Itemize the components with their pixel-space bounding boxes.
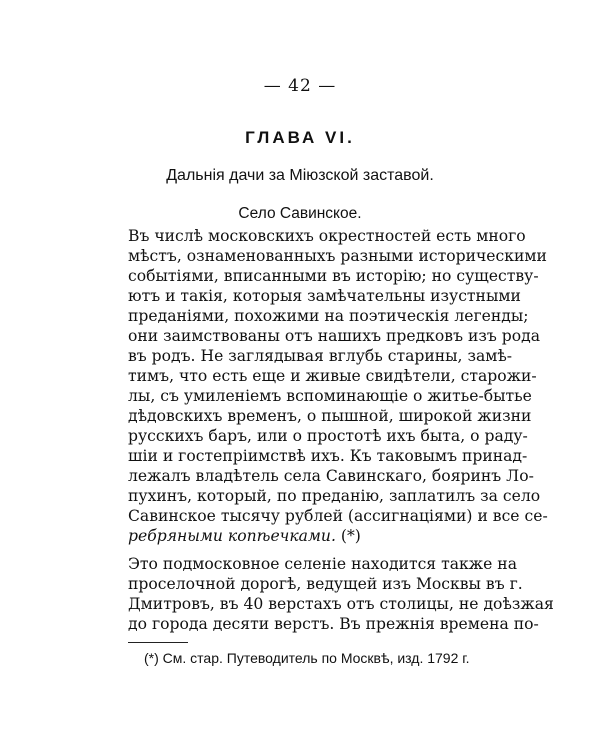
text-line: Дмитровъ, въ 40 верстахъ отъ столицы, не доѣзжая xyxy=(128,595,554,613)
paragraph-1 xyxy=(128,226,548,546)
section-subtitle: Село Савинское. xyxy=(238,205,362,222)
text-line: ютъ и такiя, которыя замѣчательны изустными xyxy=(128,287,521,305)
footnote-divider xyxy=(128,642,188,643)
text-line: Это подмосковное селенiе находится также на xyxy=(128,555,517,573)
text-line: тимъ, что есть еще и живые свидѣтели, старожи- xyxy=(128,367,537,385)
italic-phrase: ребряными копѣечками. xyxy=(128,527,336,545)
text-line: проселочной дорогѣ, ведущей изъ Москвы въ г. xyxy=(128,575,523,593)
chapter-heading: ГЛАВА VI. xyxy=(245,128,355,147)
text-line: лы, съ умиленiемъ вспоминающiе о житье-бытье xyxy=(128,387,532,405)
chapter-title: Дальнiя дачи за Miюзской заставой. xyxy=(166,167,434,184)
paragraph-2 xyxy=(128,554,554,634)
footnote-marker: (*) xyxy=(335,527,361,545)
footnote: (*) См. стар. Путеводитель по Москвѣ, изд. 1792 г. xyxy=(144,650,470,666)
text-line: до города десяти верстъ. Въ прежнiя времена по- xyxy=(128,615,539,633)
text-line: въ родъ. Не заглядывая вглубь старины, замѣ- xyxy=(128,347,513,365)
text-line: пухинъ, который, по преданiю, заплатилъ за село xyxy=(128,487,541,505)
text-line: русскихъ баръ, или о простотѣ ихъ быта, о раду- xyxy=(128,427,528,445)
text-line: они заимствованы отъ нашихъ предковъ изъ рода xyxy=(128,327,541,345)
text-line: событiями, вписанными въ исторiю; но существу- xyxy=(128,267,539,285)
text-line: Въ числѣ московскихъ окрестностей есть много xyxy=(128,227,526,245)
page-number: — 42 — xyxy=(263,76,337,96)
text-line: лежалъ владѣтель села Савинскаго, бояринъ Ло- xyxy=(128,467,534,485)
text-line: Савинское тысячу рублей (ассигнацiями) и все се- xyxy=(128,507,548,525)
text-line-last xyxy=(128,526,498,546)
text-line: дѣдовскихъ временъ, о пышной, широкой жизни xyxy=(128,407,532,425)
text-line: преданiями, похожими на поэтическiя легенды; xyxy=(128,307,529,325)
text-line: шiи и гостепрiимствѣ ихъ. Къ таковымъ принад- xyxy=(128,447,528,465)
text-line: мѣстъ, ознаменованныхъ разными историческими xyxy=(128,247,547,265)
